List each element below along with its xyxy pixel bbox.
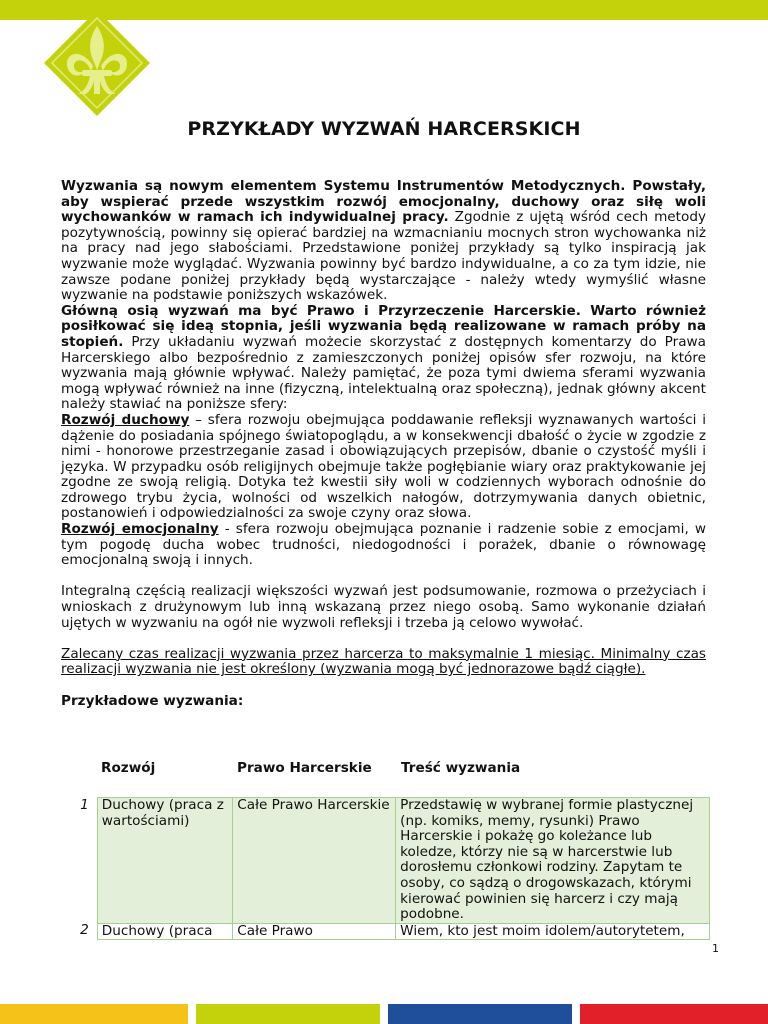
intro-bold-text: Wyzwania są nowym elementem Systemu Instrumentów Metodycznych. Powstały, aby wspierać przede wszystkim rozwój emocjonalny, duchowy oraz siłę woli wychowanków w ramach ich indywidualnej pracy.	[61, 178, 706, 226]
intro-text: Zgodnie z ujętą wśród cech metody pozytywnością, powinny się opierać bardziej na wzmacnianiu mocnych stron wychowanka niż na pracy nad jego słabościami. Przedstawione poniżej przykłady są tylko inspiracją jak wyzwanie może wyglądać. Wyzwania powinny być bardzo indywidualne, a co za tym idzie, nie zawsze podane poniżej przykłady będą wystarczające - należy wtedy wymyślić własne wyzwanie na podstawie poniższych wskazówek.	[61, 209, 706, 304]
document-title: PRZYKŁADY WYZWAŃ HARCERSKICH	[187, 118, 581, 140]
bottom-stripe-green	[196, 1004, 380, 1024]
emotional-text: - sfera rozwoju obejmująca poznanie i radzenie sobie z emocjami, w tym pogodę ducha wobec trudności, niedogodności i porażek, dbanie o równowagę emocjonalną swoją i innych.	[61, 521, 707, 569]
cell-content: Przedstawię w wybranej formie plastycznej (np. komiks, memy, rysunki) Prawo Harcerskie i pokażę go koleżance lub koledze, którzy nie są w harcerstwie lub dorosłemu członkowi rodziny. Zapytam te osoby, co sądzą o drogowskazach, którymi kierować powinien się harcerz i czy mają podobne.	[396, 798, 710, 924]
spiritual-paragraph	[61, 413, 706, 522]
cell-development: Duchowy (praca z wartościami)	[97, 798, 232, 924]
intro-paragraph	[61, 179, 706, 304]
header-law: Prawo Harcerskie	[237, 760, 372, 776]
cell-law: Całe Prawo Harcerskie	[233, 798, 396, 924]
bottom-stripe-blue	[388, 1004, 572, 1024]
challenges-table	[60, 797, 710, 940]
table-row	[60, 923, 710, 940]
axis-text: Przy układaniu wyzwań możecie skorzystać z dostępnych komentarzy do Prawa Harcerskiego albo bezpośrednio z zamieszczonych poniżej opisów sfer rozwoju, na które wyzwania mają głównie wpływać. Należy pamiętać, że poza tymi dwiema sferami wyzwania mogą wpływać również na inne (fizyczną, intelektualną oraz społeczną), jednak główny akcent należy stawiać na poniższe sfery:	[61, 333, 706, 413]
examples-heading: Przykładowe wyzwania:	[61, 692, 244, 709]
spiritual-term: Rozwój duchowy	[61, 411, 190, 428]
time-paragraph: Zalecany czas realizacji wyzwania przez harcerza to maksymalnie 1 miesiąc. Minimalny czas realizacji wyzwania nie jest określony (wyzwania mogą być jednorazowe bądź ciągłe).	[61, 645, 706, 678]
emotional-term: Rozwój emocjonalny	[61, 521, 219, 538]
fleur-de-lis-icon	[42, 8, 152, 118]
axis-paragraph	[61, 304, 706, 413]
document-body	[61, 179, 706, 709]
bottom-stripe-red	[580, 1004, 768, 1024]
row-number: 1	[80, 796, 89, 813]
axis-bold-text: Główną osią wyzwań ma być Prawo i Przyrzeczenie Harcerskie. Warto również posiłkować się ideą stopnia, jeśli wyzwania będą realizowane w ramach próby na stopień.	[61, 302, 706, 350]
header-content: Treść wyzwania	[401, 760, 521, 776]
page-number: 1	[712, 942, 719, 955]
summary-paragraph: Integralną częścią realizacji większości wyzwań jest podsumowanie, rozmowa o przeżyciach i wnioskach z drużynowym lub inną wskazaną przez niego osobą. Samo wykonanie działań ujętych w wyzwaniu na ogół nie wyzwoli refleksji i trzeba ją celowo wywołać.	[61, 583, 706, 631]
cell-content: Wiem, kto jest moim idolem/autorytetem,	[396, 923, 710, 940]
emotional-paragraph	[61, 522, 706, 569]
row-number: 2	[80, 922, 89, 939]
table-headers	[0, 760, 768, 780]
table-row	[60, 798, 710, 924]
header-development: Rozwój	[101, 760, 156, 776]
bottom-stripe-yellow	[0, 1004, 188, 1024]
cell-development: Duchowy (praca	[97, 923, 232, 940]
cell-law: Całe Prawo	[233, 923, 396, 940]
spiritual-text: – sfera rozwoju obejmująca poddawanie refleksji wyznawanych wartości i dążenie do posiadania spójnego światopoglądu, a w konsekwencji dbałość o życie w zgodzie z nimi - honorowe przestrzeganie zasad i obowiązujących przepisów, dbanie o czystość myśli i języka. W przypadku osób religijnych obejmuje także pogłębianie wiary oraz praktykowanie jej zgodne ze swoją religią. Dotyka też kwestii siły woli w codziennych wyborach odnośnie do zdrowego trybu życia, wolności od wszelkich nałogów, dotrzymywania danych obietnic, postanowień i odpowiedzialności za swoje czyny oraz słowa.	[61, 411, 706, 522]
